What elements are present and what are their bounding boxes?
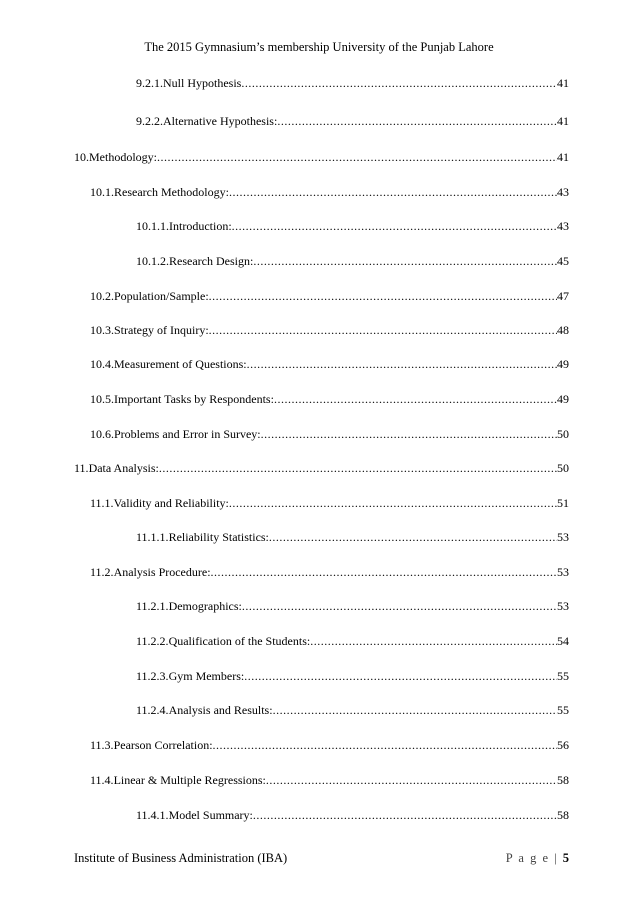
toc-page-number: 56 xyxy=(557,738,569,752)
toc-page-number: 58 xyxy=(557,773,569,787)
toc-entry-10-3[interactable] xyxy=(90,322,569,338)
toc-page-number: 51 xyxy=(557,496,569,510)
toc-number: 10.1.1. xyxy=(136,219,169,233)
toc-page-number: 47 xyxy=(557,289,569,303)
toc-leader xyxy=(253,808,557,823)
toc-title: Demographics: xyxy=(168,599,242,613)
toc-leader xyxy=(244,669,557,684)
toc-number: 10.6. xyxy=(90,427,114,441)
toc-number: 11.2.4. xyxy=(136,703,169,717)
toc-entry-10-1-1[interactable] xyxy=(136,218,569,234)
toc-entry-11[interactable] xyxy=(74,460,569,476)
toc-page-number: 41 xyxy=(557,150,569,164)
toc-title: Gym Members: xyxy=(168,669,245,683)
toc-number: 10.5. xyxy=(90,392,114,406)
toc-title: Pearson Correlation: xyxy=(113,738,213,752)
toc-leader xyxy=(232,219,557,234)
toc-title: Qualification of the Students: xyxy=(168,634,311,648)
toc-page-number: 55 xyxy=(557,703,569,717)
toc-page-number: 53 xyxy=(557,530,569,544)
toc-number: 10.4. xyxy=(90,357,114,371)
toc-number: 11.2. xyxy=(90,565,114,579)
toc-leader xyxy=(159,461,557,476)
footer-institution: Institute of Business Administration (IBA) xyxy=(74,851,288,865)
toc-number: 11.2.1. xyxy=(136,599,169,613)
toc-page-number: 54 xyxy=(557,634,569,648)
page-footer xyxy=(74,851,569,869)
toc-entry-10-2[interactable] xyxy=(90,288,569,304)
toc-title: Analysis and Results: xyxy=(168,703,273,717)
toc-number: 10.3. xyxy=(90,323,114,337)
toc-number: 11. xyxy=(74,461,89,475)
toc-page-number: 43 xyxy=(557,185,569,199)
toc-page-number: 45 xyxy=(557,254,569,268)
toc-number: 10.1. xyxy=(90,185,114,199)
toc-entry-10-1[interactable] xyxy=(90,184,569,200)
toc-page-number: 49 xyxy=(557,357,569,371)
toc-leader xyxy=(253,254,557,269)
toc-title: Analysis Procedure: xyxy=(113,565,211,579)
toc-number: 9.2.1. xyxy=(136,76,163,90)
toc-page-number: 55 xyxy=(557,669,569,683)
toc-leader xyxy=(211,565,557,580)
toc-page-number: 48 xyxy=(557,323,569,337)
toc-page-number: 50 xyxy=(557,461,569,475)
toc-leader xyxy=(213,738,557,753)
toc-entry-11-1-1[interactable] xyxy=(136,529,569,545)
toc-entry-11-1[interactable] xyxy=(90,495,569,511)
toc-entry-9-2-1[interactable] xyxy=(136,75,569,91)
toc-title: Model Summary: xyxy=(168,808,253,822)
toc-number: 11.2.3. xyxy=(136,669,169,683)
toc-title: Alternative Hypothesis: xyxy=(163,114,278,128)
toc-leader xyxy=(269,530,557,545)
toc-entry-10-6[interactable] xyxy=(90,426,569,442)
toc-leader xyxy=(273,703,557,718)
toc-entry-10-5[interactable] xyxy=(90,391,569,407)
toc-title: Research Methodology: xyxy=(114,185,229,199)
toc-entry-11-2[interactable] xyxy=(90,564,569,580)
toc-entry-11-2-2[interactable] xyxy=(136,633,569,649)
toc-leader xyxy=(229,185,557,200)
toc-number: 10. xyxy=(74,150,89,164)
toc-page-number: 53 xyxy=(557,565,569,579)
toc-page-number: 53 xyxy=(557,599,569,613)
page-header: The 2015 Gymnasium’s membership University of the Punjab Lahore xyxy=(144,40,494,54)
toc-entry-11-2-3[interactable] xyxy=(136,668,569,684)
toc-entry-11-2-4[interactable] xyxy=(136,702,569,718)
toc-title: Null Hypothesis xyxy=(163,76,242,90)
toc-page-number: 41 xyxy=(557,76,569,90)
footer-page-label: P a g e | xyxy=(505,851,559,865)
toc-number: 9.2.2. xyxy=(136,114,163,128)
toc-page-number: 49 xyxy=(557,392,569,406)
toc-number: 11.1. xyxy=(90,496,114,510)
toc-page-number: 43 xyxy=(557,219,569,233)
toc-title: Validity and Reliability: xyxy=(113,496,229,510)
toc-leader xyxy=(157,150,557,165)
toc-leader xyxy=(229,496,557,511)
toc-leader xyxy=(247,357,557,372)
toc-title: Linear & Multiple Regressions: xyxy=(113,773,266,787)
toc-number: 10.2. xyxy=(90,289,114,303)
toc-title: Methodology: xyxy=(89,150,157,164)
toc-title: Reliability Statistics: xyxy=(168,530,269,544)
toc-leader xyxy=(277,114,557,129)
toc-leader xyxy=(310,634,557,649)
toc-entry-11-2-1[interactable] xyxy=(136,598,569,614)
toc-entry-11-4[interactable] xyxy=(90,772,569,788)
toc-leader xyxy=(261,427,557,442)
toc-number: 11.4. xyxy=(90,773,114,787)
toc-number: 11.4.1. xyxy=(136,808,169,822)
toc-title: Data Analysis: xyxy=(88,461,159,475)
toc-title: Problems and Error in Survey: xyxy=(114,427,261,441)
toc-title: Strategy of Inquiry: xyxy=(114,323,209,337)
toc-page-number: 50 xyxy=(557,427,569,441)
toc-leader xyxy=(209,323,557,338)
toc-leader xyxy=(274,392,557,407)
toc-leader xyxy=(241,76,557,91)
toc-title: Introduction: xyxy=(169,219,232,233)
toc-entry-10[interactable] xyxy=(74,149,569,165)
footer-page-number: 5 xyxy=(562,851,569,865)
toc-leader xyxy=(242,599,557,614)
toc-number: 11.1.1. xyxy=(136,530,169,544)
toc-number: 11.2.2. xyxy=(136,634,169,648)
toc-leader xyxy=(209,289,557,304)
toc-title: Important Tasks by Respondents: xyxy=(114,392,274,406)
toc-entry-9-2-2[interactable] xyxy=(136,113,569,129)
toc-leader xyxy=(266,773,557,788)
toc-title: Research Design: xyxy=(169,254,254,268)
toc-entry-10-1-2[interactable] xyxy=(136,253,569,269)
toc-number: 11.3. xyxy=(90,738,114,752)
toc-title: Population/Sample: xyxy=(114,289,209,303)
toc-number: 10.1.2. xyxy=(136,254,169,268)
toc-page-number: 41 xyxy=(557,114,569,128)
toc-entry-11-4-1[interactable] xyxy=(136,807,569,823)
toc-entry-10-4[interactable] xyxy=(90,356,569,372)
footer-page-indicator xyxy=(506,851,569,866)
toc-entry-11-3[interactable] xyxy=(90,737,569,753)
toc-page-number: 58 xyxy=(557,808,569,822)
toc-title: Measurement of Questions: xyxy=(114,357,247,371)
